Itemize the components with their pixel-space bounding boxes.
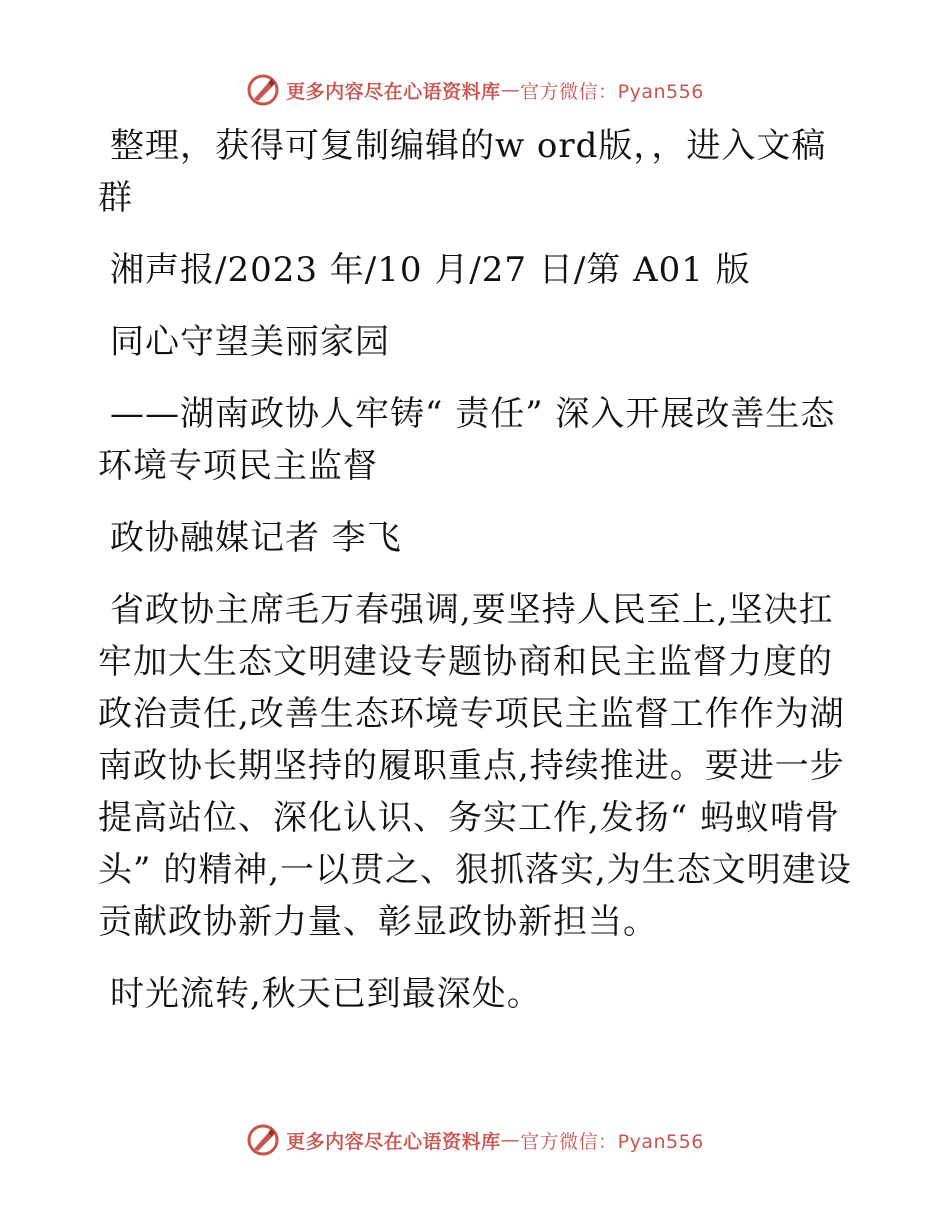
document-body [98, 120, 858, 1040]
watermark-contact: 官方微信：Pyan556 [520, 80, 704, 103]
header-watermark [0, 70, 950, 110]
article-subtitle: ——湖南政协人牢铸“ 责任” 深入开展改善生态环境专项民主监督 [98, 394, 836, 486]
pen-logo-icon [246, 1123, 280, 1157]
watermark-text: 更多内容尽在心语资料库 [286, 1130, 501, 1153]
article-byline: 政协融媒记者 李飞 [110, 518, 402, 558]
watermark-separator: — [500, 1129, 521, 1151]
watermark-text: 更多内容尽在心语资料库 [286, 80, 501, 103]
paragraph-body: 省政协主席毛万春强调,要坚持人民至上,坚决扛牢加大生态文明建设专题协商和民主监督力度的政治责任,改善生态环境专项民主监督工作作为湖南政协长期坚持的履职重点,持续推进。要进一步提高站位、深化认识、务实工作,发扬“ 蚂蚁啃骨头” 的精神,一以贯之、狠抓落实,为生态文明建设贡献政协新力量、彰显政协新担当。 [98, 590, 852, 942]
paragraph-intro-note: 整理，获得可复制编辑的w ord版，，进入文稿群 [98, 126, 827, 218]
footer-watermark [0, 1120, 950, 1160]
paragraph-source-line: 湘声报/2023 年/10 月/27 日/第 A01 版 [110, 250, 751, 290]
paragraph-body-2: 时光流转,秋天已到最深处。 [110, 974, 542, 1014]
watermark-contact: 官方微信：Pyan556 [520, 1130, 704, 1153]
pen-logo-icon [246, 73, 280, 107]
watermark-separator: — [500, 79, 521, 101]
article-title: 同心守望美丽家园 [110, 322, 390, 362]
